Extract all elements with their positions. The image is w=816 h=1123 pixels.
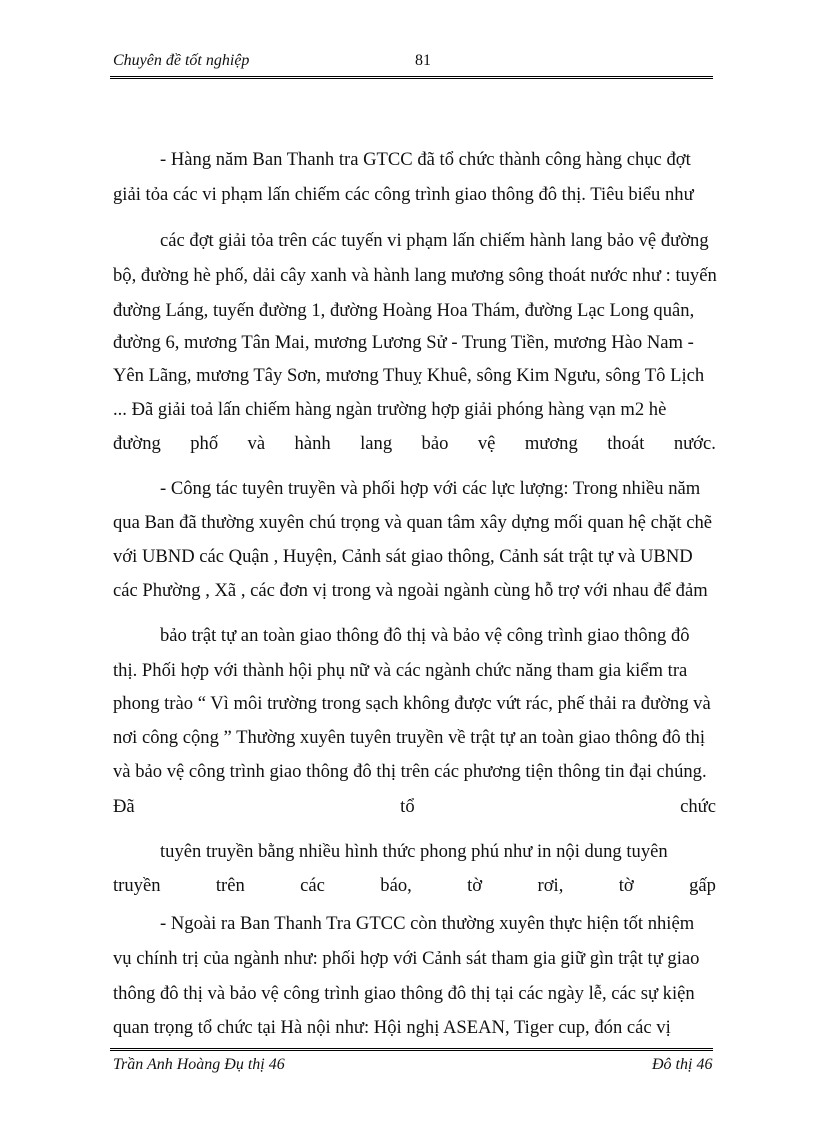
- header-title: Chuyên đề tốt nghiệp: [113, 52, 250, 69]
- word: chức: [680, 796, 716, 817]
- word: mương: [524, 433, 578, 454]
- word: đường: [113, 433, 161, 454]
- text-line-justified: [113, 432, 716, 456]
- text-line: bộ, đường hè phố, dải cây xanh và hành lang mương sông thoát nước như : tuyến: [113, 265, 717, 286]
- text-line: bảo trật tự an toàn giao thông đô thị và bảo vệ công trình giao thông đô: [160, 625, 690, 646]
- word: tờ: [618, 875, 634, 896]
- text-line: đường Láng, tuyến đường 1, đường Hoàng Hoa Thám, đường Lạc Long quân,: [113, 300, 695, 321]
- text-line: ... Đã giải toả lấn chiếm hàng ngàn trường hợp giải phóng hàng vạn m2 hè: [113, 399, 667, 420]
- word: thoát: [607, 433, 645, 454]
- text-line: nơi công cộng ” Thường xuyên tuyên truyền về trật tự an toàn giao thông đô thị: [113, 727, 706, 748]
- text-line: đường 6, mương Tân Mai, mương Lương Sử - Trung Tiền, mương Hào Nam -: [113, 332, 694, 353]
- text-line: các đợt giải tỏa trên các tuyến vi phạm lấn chiếm hành lang bảo vệ đường: [160, 230, 709, 251]
- page-number: 81: [415, 52, 431, 69]
- word: phố: [190, 433, 219, 454]
- word: nước.: [673, 433, 716, 454]
- text-line: quan trọng tổ chức tại Hà nội như: Hội nghị ASEAN, Tiger cup, đón các vị: [113, 1017, 671, 1038]
- word: lang: [360, 433, 393, 454]
- text-line: giải tỏa các vi phạm lấn chiếm các công trình giao thông đô thị. Tiêu biểu như: [113, 184, 694, 205]
- header-rule: [110, 76, 713, 79]
- word: báo,: [380, 875, 412, 896]
- word: gấp: [689, 875, 716, 896]
- text-line: tuyên truyền bằng nhiều hình thức phong phú như in nội dung tuyên: [160, 841, 668, 862]
- text-line: với UBND các Quận , Huyện, Cảnh sát giao thông, Cảnh sát trật tự và UBND: [113, 546, 693, 567]
- word: Đã: [113, 796, 135, 817]
- text-line: phong trào “ Vì môi trường trong sạch không được vứt rác, phế thải ra đường và: [113, 693, 711, 714]
- text-line: vụ chính trị của ngành như: phối hợp với Cảnh sát tham gia giữ gìn trật tự giao: [113, 948, 700, 969]
- text-line: - Ngoài ra Ban Thanh Tra GTCC còn thường xuyên thực hiện tốt nhiệm: [160, 913, 695, 934]
- text-line: - Công tác tuyên truyền và phối hợp với các lực lượng: Trong nhiều năm: [160, 478, 701, 499]
- footer-class: Đô thị 46: [652, 1056, 713, 1073]
- text-line: - Hàng năm Ban Thanh tra GTCC đã tổ chức thành công hàng chục đợt: [160, 149, 691, 170]
- word: và: [247, 433, 266, 454]
- word: tổ: [400, 796, 415, 817]
- text-line: Yên Lãng, mương Tây Sơn, mương Thuỵ Khuê, sông Kim Ngưu, sông Tô Lịch: [113, 365, 705, 386]
- text-line: và bảo vệ công trình giao thông đô thị trên các phương tiện thông tin đại chúng.: [113, 761, 707, 782]
- word: vệ: [477, 433, 496, 454]
- word: các: [300, 875, 325, 896]
- footer-author: Trần Anh Hoàng Đụ thị 46: [113, 1056, 285, 1073]
- word: trên: [215, 875, 245, 896]
- text-line-justified: [113, 795, 716, 819]
- word: tờ: [467, 875, 483, 896]
- text-line: thị. Phối hợp với thành hội phụ nữ và các ngành chức năng tham gia kiểm tra: [113, 660, 688, 681]
- word: bảo: [421, 433, 449, 454]
- footer-rule: [110, 1048, 713, 1051]
- text-line: qua Ban đã thường xuyên chú trọng và quan tâm xây dựng mối quan hệ chặt chẽ: [113, 512, 713, 533]
- text-line: các Phường , Xã , các đơn vị trong và ngoài ngành cùng hỗ trợ với nhau để đảm: [113, 580, 708, 601]
- word: rơi,: [537, 875, 564, 896]
- text-line: thông đô thị và bảo vệ công trình giao thông đô thị tại các ngày lễ, các sự kiện: [113, 983, 695, 1004]
- word: hành: [294, 433, 331, 454]
- text-line-justified: [113, 874, 716, 898]
- word: truyền: [113, 875, 161, 896]
- page-header: [113, 50, 710, 74]
